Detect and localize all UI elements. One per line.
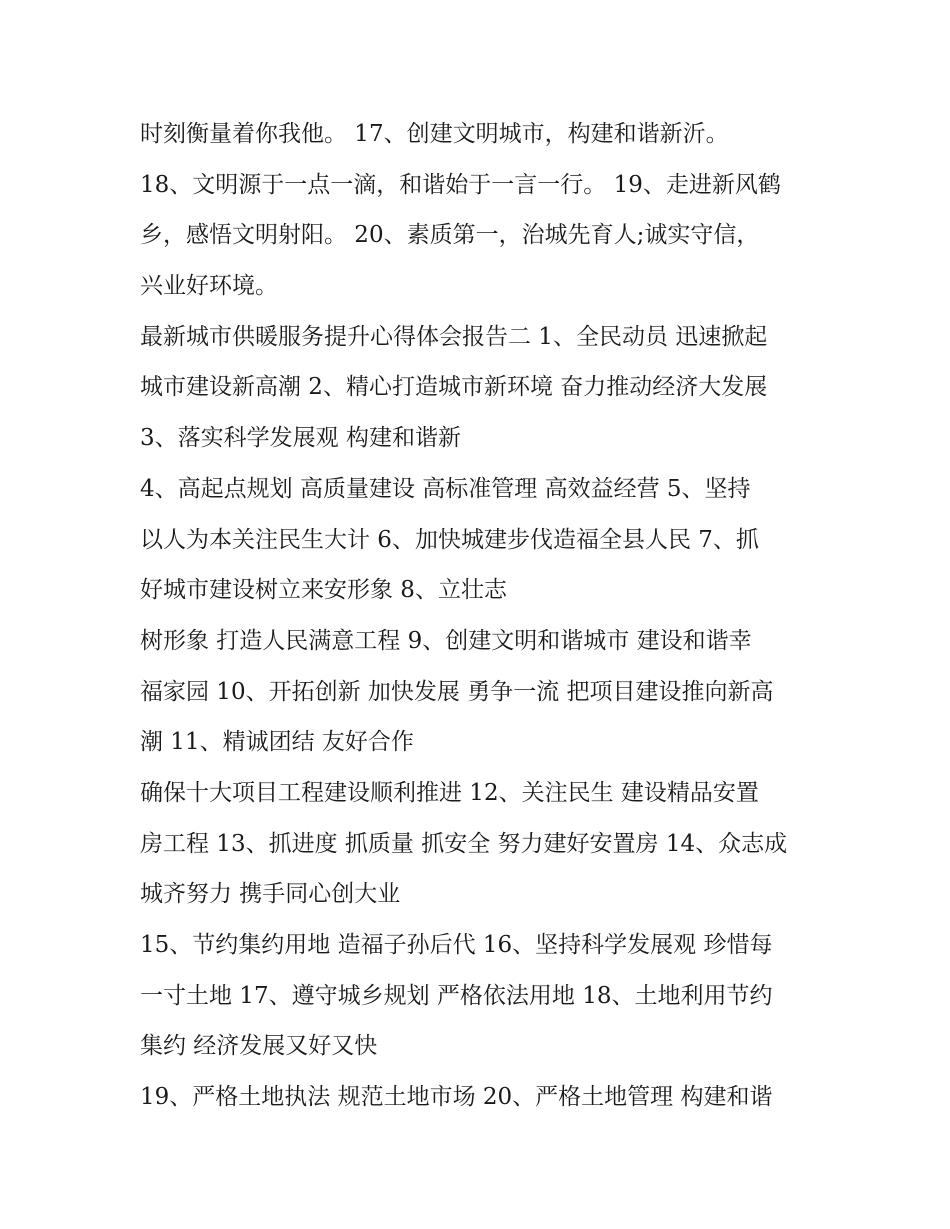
text-line: 集约 经济发展又好又快 (140, 1033, 378, 1060)
text-line: 树形象 打造人民满意工程 9、创建文明和谐城市 建设和谐幸 (140, 627, 752, 654)
text-line: 乡，感悟文明射阳。 20、素质第一，治城先育人;诚实守信， (140, 222, 760, 249)
text-line: 城市建设新高潮 2、精心打造城市新环境 奋力推动经济大发展 (140, 374, 768, 401)
text-line: 房工程 13、抓进度 抓质量 抓安全 努力建好安置房 14、众志成 (140, 830, 788, 857)
text-line: 兴业好环境。 (140, 273, 278, 300)
text-line: 18、文明源于一点一滴，和谐始于一言一行。 19、走进新风鹤 (140, 171, 781, 198)
text-line: 最新城市供暖服务提升心得体会报告二 1、全民动员 迅速掀起 (140, 323, 768, 350)
text-line: 城齐努力 携手同心创大业 (140, 881, 401, 908)
text-line: 以人为本关注民生大计 6、加快城建步伐造福全县人民 7、抓 (140, 526, 759, 553)
body-text (140, 109, 840, 1123)
text-line: 确保十大项目工程建设顺利推进 12、关注民生 建设精品安置 (140, 779, 759, 806)
text-line: 潮 11、精诚团结 友好合作 (140, 729, 414, 756)
text-line: 福家园 10、开拓创新 加快发展 勇争一流 把项目建设推向新高 (140, 678, 774, 705)
text-line: 19、严格土地执法 规范土地市场 20、严格土地管理 构建和谐 (140, 1084, 773, 1111)
text-line: 15、节约集约用地 造福子孙后代 16、坚持科学发展观 珍惜每 (140, 932, 773, 958)
text-line: 好城市建设树立来安形象 8、立壮志 (140, 577, 507, 604)
text-line: 一寸土地 17、遵守城乡规划 严格依法用地 18、土地利用节约 (140, 982, 773, 1009)
text-line: 时刻衡量着你我他。 17、创建文明城市，构建和谐新沂。 (140, 121, 729, 147)
text-line: 4、高起点规划 高质量建设 高标准管理 高效益经营 5、坚持 (140, 475, 751, 502)
text-line: 3、落实科学发展观 构建和谐新 (140, 425, 461, 452)
